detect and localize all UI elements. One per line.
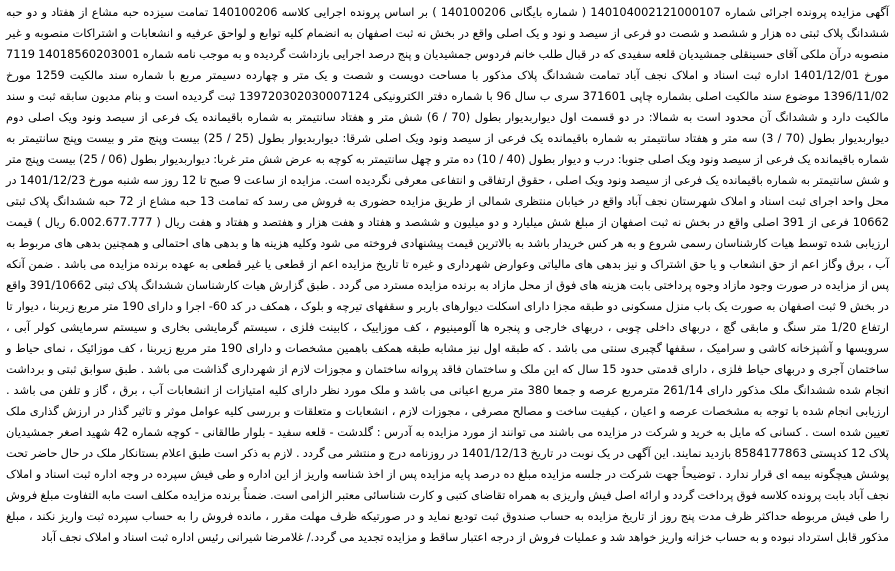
auction-notice-text: آگهی مزایده پرونده اجرائی شماره 140104002121000107 ( شماره بایگانی 140100206 ) بر اساس پرونده اجرایی کلاسه 140100206 تمامت سیزده حبه مشاع از هفتاد و دو حبه ششدانگ پلاک ثبتی ده هزار و ششصد و شصت دو فرعی از سیصد و نود و یک اصلی واقع در بخش نه ثبت اصفهان به انضمام کلیه توابع و لواحق عرفیه و انشعابات و اشتراکات منصوبه و غیر منصوبه درآن ملکی آقای حسینقلی جمشیدیان قلعه سفیدی که در قبال طلب خانم فردوس جمشیدیان و پنج درصد اجرایی بازداشت گردیده و به موجب نامه شماره 14018560203001 7119 مورخ 1401/12/01 اداره ثبت اسناد و املاک نجف آباد تمامت ششدانگ پلاک مذکور با مساحت دویست و شصت و یک متر و چهارده دسیمتر مربع با شماره سند مالکیت 1259 مورخ 1396/11/02 موضوع سند مالکیت اصلی بشماره چاپی 371601 سری ب سال 96 با شماره دفتر الکترونیکی 139720302030007124 ثبت گردیده است و بنام مدیون سابقه ثبت و سند مالکیت دارد و ششدانگ آن محدود است به شمالا: در دو قسمت اول دیواربدیوار بطول (70 / 6) شش متر و هفتاد سانتیمتر به شماره باقیمانده یک فرعی از سیصد ونود ویک اصلی دوم دیواربدیوار بطول (70 / 3) سه متر و هفتاد سانتیمتر به شماره باقیمانده یک فرعی از سیصد ونود ویک اصلی شرقا: دیواربدیوار بطول (25 / 25) بیست وپنج متر و بیست وپنج سانتیمتر به شماره باقیمانده یک فرعی از سیصد ونود ویک اصلی جنوبا: درب و دیوار بطول (40 / 10) ده متر و چهل سانتیمتر به کوچه به عرض شش متر غربا: دیواربدیوار بطول (06 / 25) بیست وپنج متر و شش سانتیمتر به شماره باقیمانده یک فرعی از سیصد ونود ویک اصلی ، حقوق ارتفاقی و انتفاعی معرفی نگردیده است. مزایده از ساعت 9 صبح تا 12 روز سه شنبه مورخ 1401/12/23 در محل واحد اجرای ثبت اسناد و املاک شهرستان نجف آباد واقع در خیابان منتظری شمالی از طریق مزایده حضوری به فروش می رسد که تمامت 13 حبه مشاع از 72 حبه ششدانگ پلاک ثبتی 10662 فرعی از 391 اصلی واقع در بخش نه ثبت اصفهان از مبلغ شش میلیارد و دو میلیون و ششصد و هفتاد و هفت هزار و هفتصد و هفتاد و هفت ریال ( 6.002.677.777 ریال ) قیمت ارزیابی شده توسط هیات کارشناسان رسمی شروع و به هر کس خریدار باشد به بالاترین قیمت پیشنهادی فروخته می شود وکلیه هزینه ها و بدهی های احتمالی و همچنین بدهی های مربوط به آب ، برق وگاز اعم از حق انشعاب و یا حق اشتراک و نیز بدهی های مالیاتی وعوارض شهرداری و غیره تا تاریخ مزایده اعم از قطعی یا غیر قطعی به عهده برنده مزایده می باشد . ضمن آنکه پس از مزایده در صورت وجود مازاد وجوه پرداختی بابت هزینه های فوق از محل مازاد به برنده مزایده مسترد می گردد . طبق گزارش هیات کارشناسان ششدانگ پلاک ثبتی 391/10662 واقع در بخش 9 ثبت اصفهان به صورت یک باب منزل مسکونی دو طبقه مجزا دارای اسکلت دیوارهای باربر و سقفهای تیرچه و بلوک ، همکف در کد 60- اجرا و دارای 190 متر مربع زیربنا ، دیوار تا ارتفاع 1/20 متر سنگ و مابقی گچ ، دربهای داخلی چوبی ، دربهای خارجی و پنجره ها آلومینیوم ، کف موزاییک ، کابینت فلزی ، سیستم گرمایشی بخاری و سیستم سرمایشی کولر آبی ، سرویسها و آشپزخانه کاشی و سرامیک ، سقفها گچبری سنتی می باشد . که طبقه اول نیز مشابه طبقه همکف باهمین مشخصات و دارای 190 متر مربع زیربنا ، کف موزائیک ، نمای حیاط و ساختمان آجری و دربهای حیاط فلزی ، دارای قدمتی حدود 15 سال که این ملک و ساختمان فاقد پروانه ساختمان و مجوزات لازم از شهرداری گذاشت می باشد . طبق سوابق ثبتی و برداشت انجام شده ششدانگ ملک مذکور دارای 261/14 مترمربع عرصه و جمعا 380 متر مربع اعیانی می باشد و ملک مورد نظر دارای کلیه امتیازات از انشعابات آب ، برق ، گاز و تلفن می باشد . ارزیابی انجام شده با توجه به مشخصات عرصه و اعیان ، کیفیت ساخت و مصالح مصرفی ، مجوزات لازم ، انشعابات و متعلقات و بررسی کلیه عوامل موثر و تاثیر گذار در ارزش گذاری ملک تعیین شده است . کسانی که مایل به خرید و شرکت در مزایده می باشند می توانند از مورد مزایده به آدرس : گلدشت - قلعه سفید - بلوار طالقانی - کوچه شماره 42 شهید اصغر جمشیدیان پلاک 12 کدپستی 8584177863 بازدید نمایند. این آگهی در یک نوبت در تاریخ 1401/12/13 در روزنامه درج و منتشر می گردد . لازم به ذکر است طبق اعلام بستانکار ملک در حال حاضر تحت پوشش هیچگونه بیمه ای قرار ندارد . توضیحاً جهت شرکت در جلسه مزایده مبلغ ده درصد پایه مزایده پس از اخذ شناسه واریز از این اداره و طی فیش سپرده در وجه اداره ثبت اسناد و املاک نجف آباد بابت پرونده کلاسه فوق پرداخت گردد و ارائه اصل فیش واریزی به همراه تقاضای کتبی و کارت شناسائی معتبر الزامی است. ضمناً برنده مزایده مکلف است مابه التفاوت مبلغ فروش را طی فیش مربوطه حداکثر ظرف مدت پنج روز از تاریخ مزایده به حساب صندوق ثبت تودیع نماید و در صورتیکه ظرف مهلت مقرر ، مانده فروش را به حساب سپرده ثبت واریز نکند ، مبلغ مذکور قابل استرداد نبوده و به حساب خزانه واریز خواهد شد و عملیات فروش از درجه اعتبار ساقط و مزایده تجدید می گردد./ غلامرضا شیرانی رئیس اداره ثبت اسناد و املاک نجف آباد	[6, 5, 890, 544]
